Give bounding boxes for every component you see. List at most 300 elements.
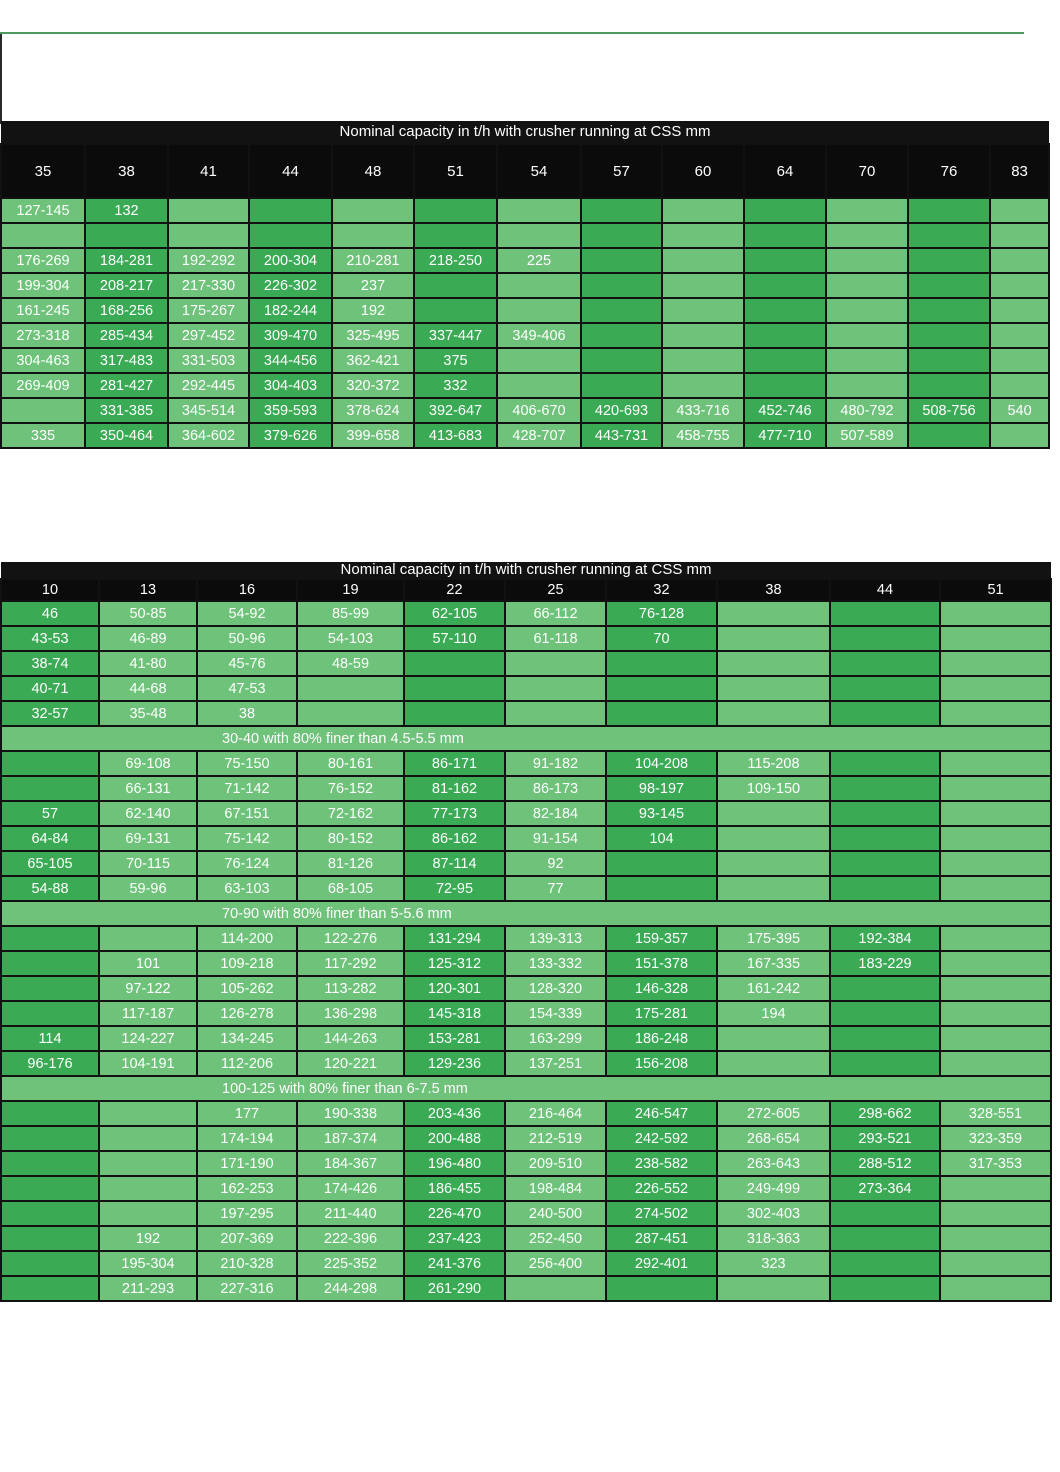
capacity-cell: 216-464	[505, 1101, 606, 1126]
table-row	[1, 373, 1049, 398]
capacity-cell: 274-502	[606, 1201, 717, 1226]
capacity-cell: 192-292	[168, 248, 249, 273]
table-row	[1, 223, 1049, 248]
capacity-cell: 285-434	[85, 323, 168, 348]
capacity-cell	[249, 223, 332, 248]
capacity-cell	[940, 751, 1051, 776]
capacity-cell: 57-110	[404, 626, 505, 651]
capacity-cell: 238-582	[606, 1151, 717, 1176]
capacity-cell	[908, 423, 990, 448]
capacity-cell: 176-269	[1, 248, 85, 273]
capacity-cell	[830, 1051, 940, 1076]
capacity-cell: 364-602	[168, 423, 249, 448]
capacity-cell: 344-456	[249, 348, 332, 373]
capacity-cell	[940, 851, 1051, 876]
capacity-cell	[830, 1026, 940, 1051]
capacity-cell: 350-464	[85, 423, 168, 448]
capacity-cell: 175-281	[606, 1001, 717, 1026]
capacity-cell: 302-403	[717, 1201, 830, 1226]
capacity-cell	[908, 373, 990, 398]
capacity-cell	[1, 776, 99, 801]
column-header-css-16: 16	[197, 579, 297, 601]
capacity-cell	[581, 298, 662, 323]
capacity-cell: 128-320	[505, 976, 606, 1001]
capacity-cell: 244-298	[297, 1276, 404, 1301]
capacity-cell: 212-519	[505, 1126, 606, 1151]
capacity-cell: 97-122	[99, 976, 197, 1001]
table-row	[1, 776, 1051, 801]
capacity-cell: 54-103	[297, 626, 404, 651]
capacity-cell	[662, 223, 744, 248]
capacity-cell	[830, 776, 940, 801]
capacity-cell: 76-128	[606, 601, 717, 626]
capacity-cell	[606, 876, 717, 901]
capacity-cell	[1, 1126, 99, 1151]
capacity-cell	[717, 1051, 830, 1076]
capacity-cell: 197-295	[197, 1201, 297, 1226]
capacity-cell: 47-53	[197, 676, 297, 701]
capacity-cell: 132	[85, 198, 168, 223]
capacity-cell	[940, 1276, 1051, 1301]
table-row	[1, 626, 1051, 651]
capacity-cell: 192-384	[830, 926, 940, 951]
capacity-cell	[908, 248, 990, 273]
capacity-cell: 507-589	[826, 423, 908, 448]
capacity-cell	[297, 701, 404, 726]
capacity-cell	[297, 676, 404, 701]
capacity-cell	[908, 198, 990, 223]
capacity-cell	[908, 348, 990, 373]
table-row	[1, 1026, 1051, 1051]
capacity-cell	[662, 298, 744, 323]
capacity-cell	[940, 776, 1051, 801]
capacity-cell: 85-99	[297, 601, 404, 626]
column-header-css-64: 64	[744, 144, 826, 198]
table-row	[1, 926, 1051, 951]
capacity-cell: 77-173	[404, 801, 505, 826]
capacity-cell: 332	[414, 373, 497, 398]
capacity-cell	[99, 1126, 197, 1151]
table-row	[1, 651, 1051, 676]
capacity-cell: 69-108	[99, 751, 197, 776]
capacity-cell: 72-95	[404, 876, 505, 901]
capacity-cell: 362-421	[332, 348, 414, 373]
capacity-cell	[908, 298, 990, 323]
capacity-cell: 167-335	[717, 951, 830, 976]
table-row	[1, 1001, 1051, 1026]
capacity-cell: 184-367	[297, 1151, 404, 1176]
capacity-cell	[505, 701, 606, 726]
table-row	[1, 951, 1051, 976]
capacity-cell: 183-229	[830, 951, 940, 976]
capacity-cell: 349-406	[497, 323, 581, 348]
capacity-cell	[99, 1151, 197, 1176]
capacity-cell	[990, 223, 1049, 248]
capacity-cell: 115-208	[717, 751, 830, 776]
capacity-cell: 331-503	[168, 348, 249, 373]
table-1-header-row	[1, 144, 1049, 198]
capacity-cell: 32-57	[1, 701, 99, 726]
capacity-cell: 458-755	[662, 423, 744, 448]
capacity-cell: 156-208	[606, 1051, 717, 1076]
capacity-cell: 263-643	[717, 1151, 830, 1176]
capacity-cell: 44-68	[99, 676, 197, 701]
capacity-cell	[830, 1226, 940, 1251]
capacity-cell	[717, 676, 830, 701]
capacity-cell	[940, 676, 1051, 701]
table-row	[1, 876, 1051, 901]
capacity-cell: 68-105	[297, 876, 404, 901]
capacity-cell: 210-328	[197, 1251, 297, 1276]
column-header-css-41: 41	[168, 144, 249, 198]
capacity-cell	[940, 1251, 1051, 1276]
capacity-cell: 240-500	[505, 1201, 606, 1226]
capacity-cell: 207-369	[197, 1226, 297, 1251]
capacity-cell	[940, 701, 1051, 726]
capacity-cell: 203-436	[404, 1101, 505, 1126]
capacity-cell: 304-463	[1, 348, 85, 373]
capacity-cell	[99, 1201, 197, 1226]
capacity-cell: 187-374	[297, 1126, 404, 1151]
capacity-cell	[414, 298, 497, 323]
capacity-cell: 375	[414, 348, 497, 373]
capacity-cell	[990, 348, 1049, 373]
capacity-cell: 146-328	[606, 976, 717, 1001]
capacity-cell: 227-316	[197, 1276, 297, 1301]
capacity-cell	[940, 601, 1051, 626]
capacity-cell	[940, 976, 1051, 1001]
capacity-cell	[990, 373, 1049, 398]
capacity-cell: 40-71	[1, 676, 99, 701]
capacity-cell: 420-693	[581, 398, 662, 423]
capacity-cell: 399-658	[332, 423, 414, 448]
capacity-cell	[99, 1101, 197, 1126]
capacity-cell	[717, 601, 830, 626]
capacity-cell: 198-484	[505, 1176, 606, 1201]
capacity-cell: 252-450	[505, 1226, 606, 1251]
capacity-cell: 195-304	[99, 1251, 197, 1276]
capacity-cell: 309-470	[249, 323, 332, 348]
capacity-cell	[662, 198, 744, 223]
column-header-css-10: 10	[1, 579, 99, 601]
capacity-cell	[581, 273, 662, 298]
capacity-cell	[826, 323, 908, 348]
capacity-cell: 323-359	[940, 1126, 1051, 1151]
column-header-css-44: 44	[830, 579, 940, 601]
column-header-css-25: 25	[505, 579, 606, 601]
capacity-cell: 38-74	[1, 651, 99, 676]
capacity-cell	[168, 223, 249, 248]
capacity-cell: 192	[332, 298, 414, 323]
capacity-cell: 66-131	[99, 776, 197, 801]
capacity-cell: 273-318	[1, 323, 85, 348]
capacity-cell: 57	[1, 801, 99, 826]
capacity-cell: 125-312	[404, 951, 505, 976]
capacity-cell	[908, 273, 990, 298]
capacity-cell	[606, 1276, 717, 1301]
table-2-header-row	[1, 579, 1051, 601]
capacity-cell: 72-162	[297, 801, 404, 826]
capacity-cell	[581, 373, 662, 398]
capacity-cell	[404, 651, 505, 676]
capacity-cell: 413-683	[414, 423, 497, 448]
capacity-cell	[717, 826, 830, 851]
capacity-cell	[662, 323, 744, 348]
capacity-cell: 225	[497, 248, 581, 273]
capacity-cell: 63-103	[197, 876, 297, 901]
capacity-cell: 209-510	[505, 1151, 606, 1176]
capacity-cell: 43-53	[1, 626, 99, 651]
capacity-cell	[830, 876, 940, 901]
capacity-cell	[990, 323, 1049, 348]
capacity-cell: 104-191	[99, 1051, 197, 1076]
capacity-cell: 508-756	[908, 398, 990, 423]
table-row	[1, 1226, 1051, 1251]
capacity-cell	[497, 198, 581, 223]
capacity-cell: 65-105	[1, 851, 99, 876]
capacity-cell: 171-190	[197, 1151, 297, 1176]
capacity-cell: 433-716	[662, 398, 744, 423]
capacity-cell: 139-313	[505, 926, 606, 951]
capacity-cell	[908, 223, 990, 248]
capacity-cell: 54-88	[1, 876, 99, 901]
capacity-cell	[940, 1176, 1051, 1201]
capacity-cell: 292-445	[168, 373, 249, 398]
capacity-cell	[717, 1276, 830, 1301]
capacity-cell	[940, 801, 1051, 826]
capacity-cell: 196-480	[404, 1151, 505, 1176]
capacity-cell: 225-352	[297, 1251, 404, 1276]
capacity-cell	[830, 651, 940, 676]
table-2-body	[1, 601, 1051, 1301]
capacity-cell	[717, 851, 830, 876]
capacity-cell	[606, 701, 717, 726]
capacity-cell: 66-112	[505, 601, 606, 626]
capacity-cell	[940, 876, 1051, 901]
column-header-css-54: 54	[497, 144, 581, 198]
capacity-cell: 288-512	[830, 1151, 940, 1176]
capacity-cell: 186-248	[606, 1026, 717, 1051]
capacity-cell: 122-276	[297, 926, 404, 951]
capacity-cell: 428-707	[497, 423, 581, 448]
capacity-cell: 192	[99, 1226, 197, 1251]
capacity-cell	[830, 801, 940, 826]
capacity-cell: 45-76	[197, 651, 297, 676]
capacity-cell: 218-250	[414, 248, 497, 273]
capacity-cell: 182-244	[249, 298, 332, 323]
capacity-cell: 86-162	[404, 826, 505, 851]
capacity-cell: 114	[1, 1026, 99, 1051]
capacity-cell: 292-401	[606, 1251, 717, 1276]
capacity-cell	[940, 1001, 1051, 1026]
capacity-cell: 59-96	[99, 876, 197, 901]
capacity-cell	[505, 651, 606, 676]
capacity-cell	[606, 851, 717, 876]
capacity-table-1	[0, 121, 1050, 449]
capacity-cell: 242-592	[606, 1126, 717, 1151]
table-row	[1, 1276, 1051, 1301]
capacity-cell: 249-499	[717, 1176, 830, 1201]
capacity-cell: 105-262	[197, 976, 297, 1001]
capacity-cell: 226-470	[404, 1201, 505, 1226]
capacity-cell	[99, 1176, 197, 1201]
capacity-cell: 126-278	[197, 1001, 297, 1026]
capacity-cell	[606, 676, 717, 701]
capacity-cell: 64-84	[1, 826, 99, 851]
capacity-cell: 75-142	[197, 826, 297, 851]
capacity-cell: 337-447	[414, 323, 497, 348]
capacity-cell: 175-267	[168, 298, 249, 323]
table-row	[1, 323, 1049, 348]
capacity-cell	[990, 423, 1049, 448]
capacity-cell	[581, 248, 662, 273]
table-row	[1, 1251, 1051, 1276]
capacity-cell: 109-150	[717, 776, 830, 801]
capacity-cell	[830, 626, 940, 651]
capacity-cell: 477-710	[744, 423, 826, 448]
capacity-cell: 174-194	[197, 1126, 297, 1151]
table-row	[1, 751, 1051, 776]
capacity-cell: 81-126	[297, 851, 404, 876]
capacity-cell: 133-332	[505, 951, 606, 976]
capacity-cell: 325-495	[332, 323, 414, 348]
capacity-cell: 50-96	[197, 626, 297, 651]
capacity-cell: 86-173	[505, 776, 606, 801]
table-row	[1, 398, 1049, 423]
capacity-cell	[1, 1151, 99, 1176]
column-header-css-60: 60	[662, 144, 744, 198]
capacity-cell	[414, 223, 497, 248]
table-row	[1, 273, 1049, 298]
column-header-css-76: 76	[908, 144, 990, 198]
capacity-cell: 199-304	[1, 273, 85, 298]
section-label: 30-40 with 80% finer than 4.5-5.5 mm	[1, 726, 1051, 751]
capacity-cell	[332, 198, 414, 223]
capacity-cell: 62-105	[404, 601, 505, 626]
capacity-cell: 81-162	[404, 776, 505, 801]
capacity-cell	[497, 298, 581, 323]
capacity-cell	[717, 801, 830, 826]
capacity-cell: 48-59	[297, 651, 404, 676]
capacity-cell	[940, 1026, 1051, 1051]
capacity-cell	[744, 323, 826, 348]
capacity-cell: 161-245	[1, 298, 85, 323]
capacity-cell: 93-145	[606, 801, 717, 826]
capacity-cell: 98-197	[606, 776, 717, 801]
capacity-cell: 226-552	[606, 1176, 717, 1201]
capacity-cell: 281-427	[85, 373, 168, 398]
capacity-cell	[826, 248, 908, 273]
capacity-cell: 113-282	[297, 976, 404, 1001]
capacity-cell: 200-304	[249, 248, 332, 273]
capacity-cell	[826, 348, 908, 373]
capacity-cell	[830, 1276, 940, 1301]
section-row	[1, 1076, 1051, 1101]
table-row	[1, 676, 1051, 701]
capacity-cell: 208-217	[85, 273, 168, 298]
table-row	[1, 851, 1051, 876]
capacity-cell: 237	[332, 273, 414, 298]
column-header-css-51: 51	[940, 579, 1051, 601]
table-row	[1, 1151, 1051, 1176]
capacity-cell: 91-154	[505, 826, 606, 851]
capacity-cell: 287-451	[606, 1226, 717, 1251]
capacity-cell	[826, 198, 908, 223]
capacity-cell: 76-152	[297, 776, 404, 801]
column-header-css-32: 32	[606, 579, 717, 601]
capacity-cell	[1, 951, 99, 976]
capacity-cell	[1, 1276, 99, 1301]
capacity-cell: 217-330	[168, 273, 249, 298]
capacity-cell	[990, 273, 1049, 298]
table-row	[1, 801, 1051, 826]
capacity-cell: 62-140	[99, 801, 197, 826]
capacity-cell: 87-114	[404, 851, 505, 876]
capacity-cell: 35-48	[99, 701, 197, 726]
capacity-cell: 323	[717, 1251, 830, 1276]
capacity-cell: 194	[717, 1001, 830, 1026]
capacity-cell	[990, 298, 1049, 323]
capacity-cell: 297-452	[168, 323, 249, 348]
capacity-cell	[1, 926, 99, 951]
capacity-cell	[1, 1201, 99, 1226]
capacity-cell	[581, 223, 662, 248]
column-header-css-35: 35	[1, 144, 85, 198]
capacity-cell	[1, 751, 99, 776]
capacity-cell	[497, 223, 581, 248]
capacity-cell: 137-251	[505, 1051, 606, 1076]
capacity-cell: 131-294	[404, 926, 505, 951]
capacity-cell: 378-624	[332, 398, 414, 423]
column-header-css-51: 51	[414, 144, 497, 198]
column-header-css-48: 48	[332, 144, 414, 198]
capacity-cell	[662, 373, 744, 398]
capacity-cell: 452-746	[744, 398, 826, 423]
capacity-cell: 69-131	[99, 826, 197, 851]
column-header-css-38: 38	[717, 579, 830, 601]
capacity-cell: 328-551	[940, 1101, 1051, 1126]
capacity-cell: 61-118	[505, 626, 606, 651]
capacity-table-2	[0, 562, 1052, 1302]
capacity-cell: 80-152	[297, 826, 404, 851]
capacity-cell: 222-396	[297, 1226, 404, 1251]
table-row	[1, 348, 1049, 373]
capacity-cell	[99, 926, 197, 951]
capacity-cell: 335	[1, 423, 85, 448]
capacity-cell	[581, 198, 662, 223]
capacity-cell: 154-339	[505, 1001, 606, 1026]
column-header-css-13: 13	[99, 579, 197, 601]
capacity-cell	[830, 701, 940, 726]
capacity-cell	[744, 273, 826, 298]
capacity-cell: 331-385	[85, 398, 168, 423]
capacity-cell: 129-236	[404, 1051, 505, 1076]
capacity-cell	[1, 1176, 99, 1201]
table-row	[1, 1101, 1051, 1126]
capacity-cell: 317-483	[85, 348, 168, 373]
capacity-cell	[830, 1201, 940, 1226]
capacity-cell: 161-242	[717, 976, 830, 1001]
capacity-cell	[1, 1251, 99, 1276]
capacity-cell: 104-208	[606, 751, 717, 776]
capacity-cell: 112-206	[197, 1051, 297, 1076]
capacity-cell	[249, 198, 332, 223]
capacity-cell	[830, 601, 940, 626]
capacity-cell	[744, 198, 826, 223]
capacity-cell	[990, 248, 1049, 273]
capacity-cell: 77	[505, 876, 606, 901]
capacity-cell: 86-171	[404, 751, 505, 776]
